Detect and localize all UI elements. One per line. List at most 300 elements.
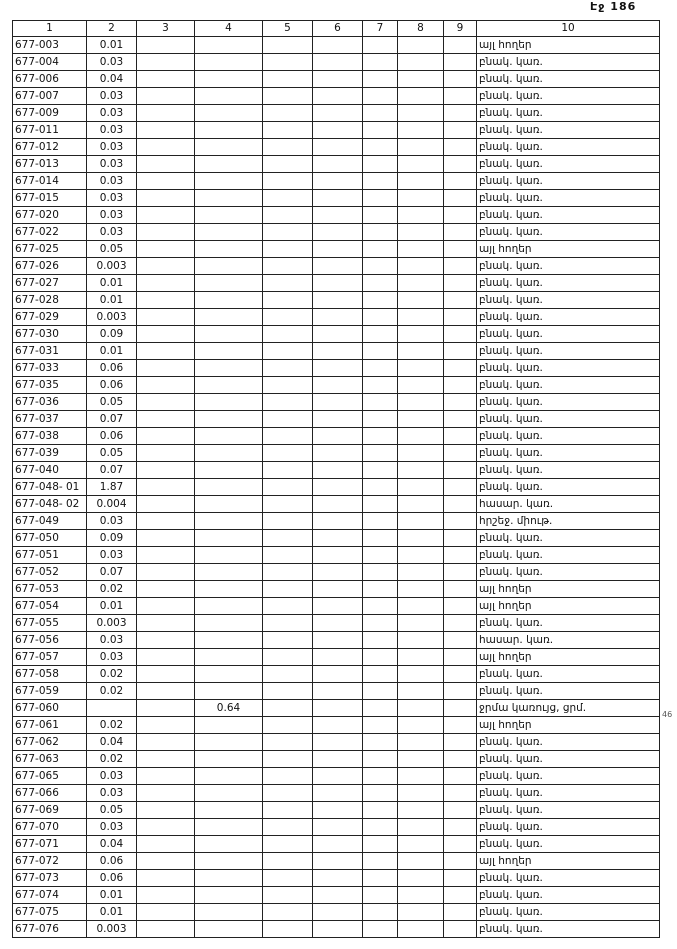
col5-cell [263, 343, 313, 360]
table-row [13, 71, 660, 88]
col7-cell [363, 513, 398, 530]
col4-cell [195, 887, 263, 904]
col3-cell [137, 666, 195, 683]
col8-cell [398, 683, 444, 700]
col7-cell [363, 224, 398, 241]
col3-cell [137, 190, 195, 207]
col4-cell [195, 751, 263, 768]
parcel-code-cell: 677-060 [13, 700, 87, 717]
col4-cell [195, 394, 263, 411]
col4-cell [195, 615, 263, 632]
col7-cell [363, 904, 398, 921]
col6-cell [313, 309, 363, 326]
col7-cell [363, 122, 398, 139]
col5-cell [263, 683, 313, 700]
area-cell: 0.02 [87, 751, 137, 768]
parcel-code-cell: 677-028 [13, 292, 87, 309]
col4-cell [195, 666, 263, 683]
col8-cell [398, 530, 444, 547]
col8-cell [398, 139, 444, 156]
land-use-cell: բնակ. կառ. [477, 71, 660, 88]
land-use-cell: բնակ. կառ. [477, 547, 660, 564]
area-cell: 0.03 [87, 88, 137, 105]
table-row [13, 190, 660, 207]
table-row [13, 819, 660, 836]
land-use-cell: բնակ. կառ. [477, 292, 660, 309]
parcel-code-cell: 677-052 [13, 564, 87, 581]
area-cell: 0.05 [87, 445, 137, 462]
col6-cell [313, 292, 363, 309]
area-cell: 0.003 [87, 309, 137, 326]
col3-cell [137, 394, 195, 411]
col4-cell [195, 547, 263, 564]
col7-cell [363, 173, 398, 190]
parcel-code-cell: 677-073 [13, 870, 87, 887]
area-cell: 0.05 [87, 241, 137, 258]
table-row [13, 411, 660, 428]
col8-cell [398, 71, 444, 88]
col6-cell [313, 37, 363, 54]
area-cell: 0.03 [87, 649, 137, 666]
col8-cell [398, 275, 444, 292]
parcel-code-cell: 677-030 [13, 326, 87, 343]
area-cell: 0.03 [87, 139, 137, 156]
parcel-code-cell: 677-072 [13, 853, 87, 870]
col9-cell [444, 37, 477, 54]
land-use-cell: բնակ. կառ. [477, 904, 660, 921]
col4-cell [195, 462, 263, 479]
land-use-cell: բնակ. կառ. [477, 819, 660, 836]
table-row [13, 275, 660, 292]
column-header: 3 [137, 21, 195, 37]
col9-cell [444, 462, 477, 479]
col9-cell [444, 309, 477, 326]
col9-cell [444, 683, 477, 700]
table-row [13, 547, 660, 564]
table-row [13, 615, 660, 632]
col5-cell [263, 258, 313, 275]
col9-cell [444, 581, 477, 598]
table-row [13, 836, 660, 853]
col3-cell [137, 717, 195, 734]
table-row [13, 292, 660, 309]
col4-cell [195, 292, 263, 309]
parcel-code-cell: 677-003 [13, 37, 87, 54]
land-use-cell: այլ հողեր [477, 853, 660, 870]
parcel-code-cell: 677-036 [13, 394, 87, 411]
col3-cell [137, 309, 195, 326]
col7-cell [363, 785, 398, 802]
col7-cell [363, 54, 398, 71]
col4-cell [195, 105, 263, 122]
col3-cell [137, 632, 195, 649]
col8-cell [398, 666, 444, 683]
parcel-code-cell: 677-059 [13, 683, 87, 700]
col8-cell [398, 853, 444, 870]
col7-cell [363, 343, 398, 360]
column-header: 1 [13, 21, 87, 37]
col5-cell [263, 802, 313, 819]
col8-cell [398, 258, 444, 275]
col3-cell [137, 411, 195, 428]
parcel-code-cell: 677-014 [13, 173, 87, 190]
col8-cell [398, 649, 444, 666]
col3-cell [137, 887, 195, 904]
col4-cell [195, 190, 263, 207]
parcel-code-cell: 677-011 [13, 122, 87, 139]
col5-cell [263, 836, 313, 853]
col9-cell [444, 173, 477, 190]
land-register-table [12, 20, 660, 938]
table-row [13, 479, 660, 496]
col6-cell [313, 564, 363, 581]
col7-cell [363, 870, 398, 887]
col5-cell [263, 309, 313, 326]
col7-cell [363, 819, 398, 836]
table-row [13, 649, 660, 666]
col8-cell [398, 394, 444, 411]
col4-cell [195, 37, 263, 54]
land-use-cell: բնակ. կառ. [477, 768, 660, 785]
col6-cell [313, 819, 363, 836]
col4-cell [195, 564, 263, 581]
parcel-code-cell: 677-070 [13, 819, 87, 836]
table-row [13, 496, 660, 513]
col7-cell [363, 190, 398, 207]
col7-cell [363, 275, 398, 292]
col8-cell [398, 547, 444, 564]
col6-cell [313, 360, 363, 377]
col5-cell [263, 921, 313, 938]
col7-cell [363, 326, 398, 343]
col9-cell [444, 734, 477, 751]
parcel-code-cell: 677-063 [13, 751, 87, 768]
col7-cell [363, 258, 398, 275]
land-use-cell: բնակ. կառ. [477, 428, 660, 445]
area-cell: 0.01 [87, 292, 137, 309]
col3-cell [137, 258, 195, 275]
col6-cell [313, 173, 363, 190]
col8-cell [398, 802, 444, 819]
table-row [13, 394, 660, 411]
table-body [13, 37, 660, 938]
col9-cell [444, 632, 477, 649]
parcel-code-cell: 677-039 [13, 445, 87, 462]
col3-cell [137, 122, 195, 139]
col3-cell [137, 564, 195, 581]
col9-cell [444, 479, 477, 496]
table-row [13, 173, 660, 190]
table-row [13, 530, 660, 547]
col3-cell [137, 445, 195, 462]
col4-cell [195, 904, 263, 921]
col9-cell [444, 394, 477, 411]
land-use-cell: բնակ. կառ. [477, 462, 660, 479]
col8-cell [398, 513, 444, 530]
table-row [13, 207, 660, 224]
table-row [13, 309, 660, 326]
col4-cell [195, 122, 263, 139]
col5-cell [263, 479, 313, 496]
col9-cell [444, 411, 477, 428]
col9-cell [444, 700, 477, 717]
col5-cell [263, 734, 313, 751]
land-use-cell: բնակ. կառ. [477, 326, 660, 343]
col9-cell [444, 71, 477, 88]
col9-cell [444, 785, 477, 802]
col9-cell [444, 666, 477, 683]
col5-cell [263, 275, 313, 292]
col9-cell [444, 496, 477, 513]
col4-cell [195, 377, 263, 394]
col6-cell [313, 496, 363, 513]
col7-cell [363, 394, 398, 411]
col8-cell [398, 241, 444, 258]
land-use-cell: բնակ. կառ. [477, 411, 660, 428]
col7-cell [363, 564, 398, 581]
parcel-code-cell: 677-049 [13, 513, 87, 530]
col9-cell [444, 207, 477, 224]
col8-cell [398, 156, 444, 173]
col7-cell [363, 700, 398, 717]
col9-cell [444, 190, 477, 207]
parcel-code-cell: 677-048- 01 [13, 479, 87, 496]
col4-cell [195, 768, 263, 785]
parcel-code-cell: 677-026 [13, 258, 87, 275]
col7-cell [363, 547, 398, 564]
col4-cell [195, 632, 263, 649]
col3-cell [137, 207, 195, 224]
col5-cell [263, 496, 313, 513]
col4-cell [195, 71, 263, 88]
col6-cell [313, 462, 363, 479]
col9-cell [444, 445, 477, 462]
area-cell: 0.003 [87, 258, 137, 275]
area-cell [87, 700, 137, 717]
area-cell: 0.03 [87, 547, 137, 564]
parcel-code-cell: 677-033 [13, 360, 87, 377]
table-row [13, 428, 660, 445]
header-row [13, 21, 660, 37]
parcel-code-cell: 677-013 [13, 156, 87, 173]
col8-cell [398, 768, 444, 785]
col7-cell [363, 462, 398, 479]
col3-cell [137, 275, 195, 292]
col4-cell [195, 275, 263, 292]
col8-cell [398, 88, 444, 105]
land-use-cell: բնակ. կառ. [477, 343, 660, 360]
area-cell: 0.02 [87, 666, 137, 683]
col6-cell [313, 802, 363, 819]
col9-cell [444, 292, 477, 309]
land-use-cell: բնակ. կառ. [477, 122, 660, 139]
table-row [13, 666, 660, 683]
col7-cell [363, 156, 398, 173]
col5-cell [263, 530, 313, 547]
area-cell: 0.07 [87, 462, 137, 479]
col4-cell [195, 258, 263, 275]
col3-cell [137, 734, 195, 751]
col4-cell [195, 343, 263, 360]
col7-cell [363, 139, 398, 156]
parcel-code-cell: 677-074 [13, 887, 87, 904]
col8-cell [398, 734, 444, 751]
parcel-code-cell: 677-048- 02 [13, 496, 87, 513]
col5-cell [263, 785, 313, 802]
col6-cell [313, 904, 363, 921]
table-row [13, 88, 660, 105]
col6-cell [313, 887, 363, 904]
col4-cell [195, 360, 263, 377]
land-use-cell: բնակ. կառ. [477, 258, 660, 275]
area-cell: 0.03 [87, 105, 137, 122]
margin-mark: 46 [662, 710, 673, 719]
col9-cell [444, 870, 477, 887]
col4-cell [195, 581, 263, 598]
col8-cell [398, 207, 444, 224]
col5-cell [263, 88, 313, 105]
col7-cell [363, 479, 398, 496]
table-row [13, 870, 660, 887]
area-cell: 0.03 [87, 122, 137, 139]
col6-cell [313, 343, 363, 360]
col9-cell [444, 139, 477, 156]
land-use-cell: այլ հողեր [477, 598, 660, 615]
col5-cell [263, 377, 313, 394]
col6-cell [313, 377, 363, 394]
col7-cell [363, 836, 398, 853]
area-cell: 0.003 [87, 921, 137, 938]
col9-cell [444, 343, 477, 360]
column-header: 6 [313, 21, 363, 37]
col8-cell [398, 751, 444, 768]
col5-cell [263, 717, 313, 734]
col6-cell [313, 632, 363, 649]
parcel-code-cell: 677-054 [13, 598, 87, 615]
table-row [13, 139, 660, 156]
col7-cell [363, 496, 398, 513]
col6-cell [313, 241, 363, 258]
col4-cell [195, 836, 263, 853]
col4-cell [195, 513, 263, 530]
table-row [13, 683, 660, 700]
area-cell: 0.06 [87, 360, 137, 377]
col3-cell [137, 547, 195, 564]
col3-cell [137, 479, 195, 496]
col6-cell [313, 394, 363, 411]
col6-cell [313, 224, 363, 241]
parcel-code-cell: 677-066 [13, 785, 87, 802]
col3-cell [137, 870, 195, 887]
land-use-cell: բնակ. կառ. [477, 921, 660, 938]
col7-cell [363, 411, 398, 428]
col5-cell [263, 207, 313, 224]
land-use-cell: բնակ. կառ. [477, 360, 660, 377]
col5-cell [263, 173, 313, 190]
col7-cell [363, 666, 398, 683]
col5-cell [263, 411, 313, 428]
col4-cell [195, 734, 263, 751]
col9-cell [444, 598, 477, 615]
col7-cell [363, 598, 398, 615]
col4-cell [195, 411, 263, 428]
col3-cell [137, 819, 195, 836]
col4-cell [195, 683, 263, 700]
col3-cell [137, 377, 195, 394]
col6-cell [313, 122, 363, 139]
col5-cell [263, 71, 313, 88]
parcel-code-cell: 677-050 [13, 530, 87, 547]
col6-cell [313, 734, 363, 751]
area-cell: 0.01 [87, 37, 137, 54]
col4-cell [195, 139, 263, 156]
area-cell: 0.09 [87, 326, 137, 343]
land-use-cell: բնակ. կառ. [477, 139, 660, 156]
col8-cell [398, 887, 444, 904]
area-cell: 0.02 [87, 717, 137, 734]
column-header: 4 [195, 21, 263, 37]
col5-cell [263, 666, 313, 683]
table-row [13, 853, 660, 870]
col5-cell [263, 581, 313, 598]
col4-cell [195, 54, 263, 71]
col4-cell [195, 530, 263, 547]
col8-cell [398, 564, 444, 581]
area-cell: 0.03 [87, 785, 137, 802]
col7-cell [363, 71, 398, 88]
col9-cell [444, 88, 477, 105]
area-cell: 0.03 [87, 207, 137, 224]
col4-cell [195, 819, 263, 836]
table-row [13, 241, 660, 258]
area-cell: 0.01 [87, 598, 137, 615]
col6-cell [313, 870, 363, 887]
col5-cell [263, 513, 313, 530]
area-cell: 0.03 [87, 156, 137, 173]
land-use-cell: բնակ. կառ. [477, 615, 660, 632]
land-use-cell: բնակ. կառ. [477, 275, 660, 292]
col7-cell [363, 37, 398, 54]
table-row [13, 513, 660, 530]
col3-cell [137, 836, 195, 853]
col7-cell [363, 853, 398, 870]
land-use-cell: բնակ. կառ. [477, 173, 660, 190]
col7-cell [363, 921, 398, 938]
col7-cell [363, 581, 398, 598]
parcel-code-cell: 677-058 [13, 666, 87, 683]
col5-cell [263, 139, 313, 156]
col3-cell [137, 683, 195, 700]
col9-cell [444, 360, 477, 377]
table-row [13, 156, 660, 173]
area-cell: 0.01 [87, 343, 137, 360]
col3-cell [137, 139, 195, 156]
table-row [13, 343, 660, 360]
table-row [13, 904, 660, 921]
col3-cell [137, 343, 195, 360]
col4-cell [195, 870, 263, 887]
parcel-code-cell: 677-004 [13, 54, 87, 71]
table-row [13, 887, 660, 904]
col3-cell [137, 105, 195, 122]
col4-cell [195, 598, 263, 615]
col9-cell [444, 258, 477, 275]
col3-cell [137, 751, 195, 768]
parcel-code-cell: 677-027 [13, 275, 87, 292]
col8-cell [398, 428, 444, 445]
col9-cell [444, 768, 477, 785]
col4-cell [195, 173, 263, 190]
